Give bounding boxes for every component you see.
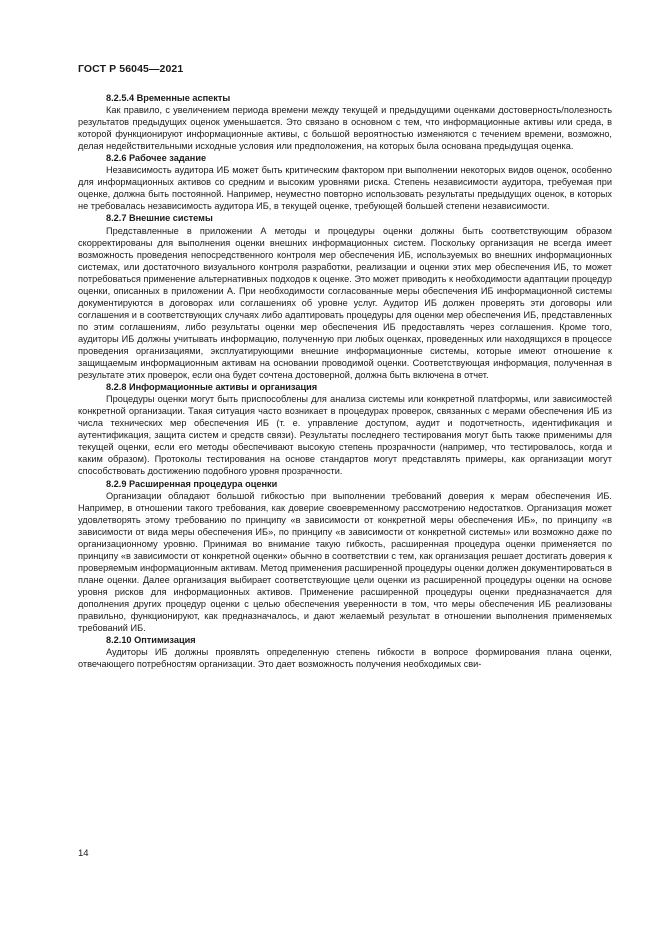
section-title: 8.2.6 Рабочее задание <box>106 153 207 164</box>
section-8-2-9 <box>78 478 612 635</box>
section-8-2-10 <box>78 634 612 670</box>
section-paragraph: Независимость аудитора ИБ может быть критическим фактором при выполнении некоторых видов оценок, особенно для информационных активов со средним и высоким уровнями риска. Степень независимости аудитора, требуемая при оценке, должна быть постоянной. Например, неуместно повторно использовать результаты предыдущих оценок, в которых не требовалась независимость аудитора ИБ, в текущей оценке, требующей большей степени независимости. <box>78 165 612 212</box>
section-paragraph: Представленные в приложении А методы и процедуры оценки должны быть соответствующим образом скорректированы для выполнения оценки внешних информационных систем. Поскольку организация не всегда имеет возможность проведения непосредственного контроля мер обеспечения ИБ, используемых во внешних информационных системах, или достаточного визуального контроля разработки, реализации и оценки этих мер обеспечения ИБ, то может потребоваться применение альтернативных подходов к оценке. Это может приводить к необходимости адаптации процедур оценки, описанных в приложении А. При необходимости согласованные меры обеспечения ИБ информационной системы документируются в договорах или соглашениях об уровне услуг. Аудитор ИБ должен проверять эти договоры или соглашения и в соответствующих случаях либо адаптировать процедуры для оценки мер обеспечения ИБ, представленных по этим соглашениям, либо результаты оценки мер обеспечения ИБ предоставлять через соглашения. Кроме того, аудиторы ИБ должны учитывать информацию, полученную при любых оценках, проведенных или находящихся в процессе проведения организациями, эксплуатирующими внешние информационные системы, которые имеют отношение к защищаемым информационным активам на основании проводимой оценки. Соответствующая информация, полученная в результате этих проверок, если она будет сочтена достоверной, должна быть включена в отчет. <box>78 225 612 381</box>
document-body <box>78 92 612 670</box>
section-paragraph: Как правило, с увеличением периода времени между текущей и предыдущими оценками достоверность/полезность результатов предыдущих оценок уменьшается. Это связано в основном с тем, что информационные активы или среда, в которой функционируют информационные активы, с большой вероятностью изменяются с течением времени, возможно, делая недействительными исходные условия или предположения, на которых была основана предыдущая оценка. <box>78 105 612 152</box>
document-header: ГОСТ Р 56045—2021 <box>78 63 184 75</box>
section-title: 8.2.9 Расширенная процедура оценки <box>106 478 278 489</box>
page-number: 14 <box>78 848 89 859</box>
section-title: 8.2.7 Внешние системы <box>106 213 213 224</box>
section-paragraph: Процедуры оценки могут быть приспособлены для анализа системы или конкретной платформы, или зависимостей конкретной организации. Такая ситуация часто возникает в процедурах проверок, связанных с мерами обеспечения ИБ из числа технических мер обеспечения ИБ (т. е. управление доступом, аудит и подотчетность, идентификация и аутентификация, защита систем и средств связи). Результаты последнего тестирования могут быть также применимы для текущей оценки, если его методы обеспечивают высокую степень прозрачности (например, что тестировалось, когда и каким образом). Протоколы тестирования на основе стандартов могут представлять примеры, как организации могут способствовать достижению подобного уровня прозрачности. <box>78 394 612 477</box>
section-title: 8.2.8 Информационные активы и организация <box>106 382 318 393</box>
section-paragraph: Аудиторы ИБ должны проявлять определенную степень гибкости в вопросе формирования плана оценки, отвечающего потребностям организации. Это дает возможность получения необходимых сви- <box>78 647 612 670</box>
section-8-2-6 <box>78 152 612 212</box>
section-paragraph: Организации обладают большой гибкостью при выполнении требований доверия к мерам обеспечения ИБ. Например, в отношении такого требования, как доверие своевременному рассмотрению недостатков. Организация может удовлетворять этому требованию по принципу «в зависимости от конкретной меры обеспечения ИБ», по принципу «в зависимости от вида меры обеспечения ИБ», по принципу «в зависимости от конкретной системы» или возможно даже по организационному уровню. Принимая во внимание такую гибкость, расширенная процедура оценки применяется по принципу «в зависимости от конкретной оценки» обычно в соответствии с тем, как организация решает достигать доверия к проверяемым информационным активам. Метод применения расширенной процедуры оценки должен документироваться в плане оценки. Далее организация выбирает соответствующие цели оценки из расширенной процедуры оценки на основе уровня рисков для информационных активов. Применение расширенной процедуры оценки предназначается для дополнения других процедур оценки с целью обеспечения уверенности в том, что меры обеспечения ИБ реализованы правильно, функционируют, как предназначалось, и дают желаемый результат в отношении выполнения применяемых требований ИБ. <box>78 490 612 634</box>
section-8-2-7 <box>78 212 612 381</box>
section-8-2-5-4 <box>78 92 612 152</box>
section-title: 8.2.5.4 Временные аспекты <box>106 93 231 103</box>
section-8-2-8 <box>78 381 612 477</box>
section-title: 8.2.10 Оптимизация <box>106 635 196 646</box>
